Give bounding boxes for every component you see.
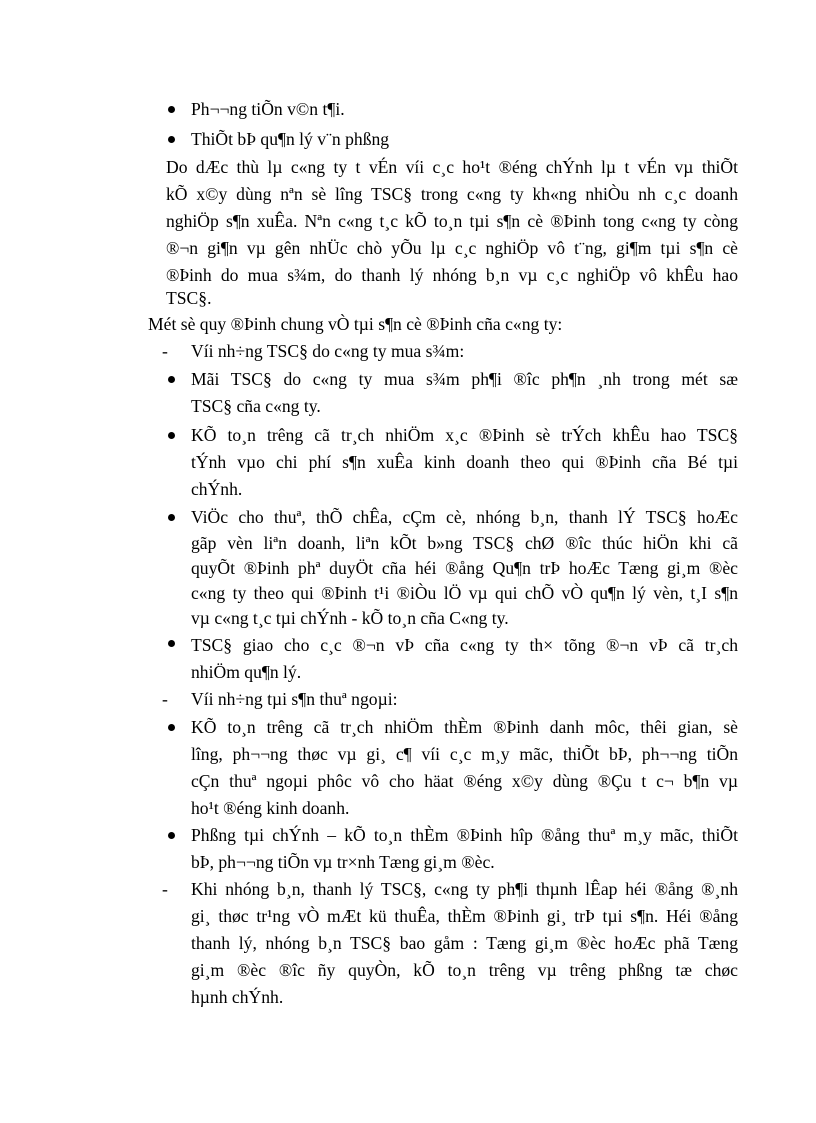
text-line: kÕ x©y dùng nªn sè lîng TSC§ trong c«ng ty kh«ng nhiÒu nh c¸c doanh bbox=[166, 184, 738, 204]
text-line: Ph¬¬ng tiÕn v©n t¶i. bbox=[191, 99, 345, 119]
text-line: c«ng ty theo qui ®Þinh t¹i ®iÒu lÖ vµ qui chÕ vÒ qu¶n lý vèn, t¸I s¶n bbox=[191, 583, 738, 603]
text-line: Mét sè quy ®Þinh chung vÒ tµi s¶n cè ®Þinh cña c«ng ty: bbox=[148, 314, 563, 334]
dash-marker: - bbox=[162, 689, 168, 709]
text-line: KÕ to¸n trêng cã tr¸ch nhiÖm thÈm ®Þinh danh môc, thêi gian, sè bbox=[191, 717, 738, 737]
text-line: hµnh chÝnh. bbox=[191, 987, 284, 1007]
text-line: gãp vèn liªn doanh, liªn kÕt b»ng TSC§ chØ ®îc thúc hiÖn khi cã bbox=[191, 533, 738, 553]
text-line: ®¬n gi¶n vµ gên nhÜc chò yÕu lµ c¸c nghiÖp vô t¨ng, gi¶m tµi s¶n cè bbox=[166, 238, 738, 258]
bullet-marker bbox=[166, 822, 176, 848]
text-line: gi¸ thøc tr¹ng vÒ mÆt kü thuÊa, thÈm ®Þinh gi¸ trÞ tµi s¶n. Héi ®ång bbox=[191, 906, 738, 926]
bullet-marker bbox=[166, 126, 176, 152]
text-line: TSC§. bbox=[166, 288, 212, 308]
text-line: vµ c«ng t¸c tµi chÝnh - kÕ to¸n cña C«ng ty. bbox=[191, 608, 509, 628]
bullet-marker bbox=[166, 504, 176, 530]
text-line: Do dÆc thù lµ c«ng ty t vÉn víi c¸c ho¹t ®éng chÝnh lµ t vÉn vµ thiÕt bbox=[166, 157, 738, 177]
text-line: Khi nhóng b¸n, thanh lý TSC§, c«ng ty ph¶i thµnh lÊap héi ®ång ®¸nh bbox=[191, 879, 738, 899]
dash-marker: - bbox=[162, 879, 168, 899]
text-line: ®Þinh do mua s¾m, do thanh lý nhóng b¸n vµ c¸c nghiÖp vô khÊu hao bbox=[166, 265, 738, 285]
text-line: tÝnh vµo chi phí s¶n xuÊa kinh doanh theo qui ®Þinh cña Bé tµi bbox=[191, 452, 738, 472]
text-line: cÇn thuª ngoµi phôc vô cho häat ®éng x©y dùng ®Çu t c¬ b¶n vµ bbox=[191, 771, 738, 791]
text-line: bÞ, ph¬¬ng tiÕn vµ tr×nh Tæng gi¸m ®èc. bbox=[191, 852, 495, 872]
text-line: chÝnh. bbox=[191, 479, 243, 499]
text-line: KÕ to¸n trêng cã tr¸ch nhiÖm x¸c ®Þinh sè trÝch khÊu hao TSC§ bbox=[191, 425, 738, 445]
text-line: Mãi TSC§ do c«ng ty mua s¾m ph¶i ®îc ph¶n ¸nh trong mét sæ bbox=[191, 369, 738, 389]
text-line: lîng, ph¬¬ng thøc vµ gi¸ c¶ víi c¸c m¸y mãc, thiÕt bÞ, ph¬¬ng tiÕn bbox=[191, 744, 738, 764]
text-line: ho¹t ®éng kinh doanh. bbox=[191, 798, 350, 818]
bullet-marker bbox=[166, 96, 176, 122]
text-line: ThiÕt bÞ qu¶n lý v¨n phßng bbox=[191, 129, 390, 149]
dash-marker: - bbox=[162, 341, 168, 361]
bullet-marker bbox=[166, 714, 176, 740]
text-line: Víi nh÷ng TSC§ do c«ng ty mua s¾m: bbox=[191, 341, 465, 361]
text-line: Víi nh÷ng tµi s¶n thuª ngoµi: bbox=[191, 689, 398, 709]
bullet-marker bbox=[166, 422, 176, 448]
bullet-marker bbox=[166, 630, 176, 656]
text-line: Phßng tµi chÝnh – kÕ to¸n thÈm ®Þinh hîp ®ång thuª m¸y mãc, thiÕt bbox=[191, 825, 738, 845]
text-line: gi¸m ®èc ®îc ñy quyÒn, kÕ to¸n trêng vµ trêng phßng tæ chøc bbox=[191, 960, 738, 980]
text-line: quyÕt ®Þinh phª duyÖt cña héi ®ång Qu¶n trÞ hoÆc Tæng gi¸m ®èc bbox=[191, 558, 738, 578]
text-line: ViÖc cho thuª, thÕ chÊa, cÇm cè, nhóng b¸n, thanh lÝ TSC§ hoÆc bbox=[191, 507, 738, 527]
bullet-marker bbox=[166, 366, 176, 392]
text-line: TSC§ cña c«ng ty. bbox=[191, 396, 321, 416]
text-line: nghiÖp s¶n xuÊa. Nªn c«ng t¸c kÕ to¸n tµi s¶n cè ®Þinh tong c«ng ty còng bbox=[166, 211, 738, 231]
text-line: TSC§ giao cho c¸c ®¬n vÞ cña c«ng ty th× tõng ®¬n vÞ cã tr¸ch bbox=[191, 635, 738, 655]
text-line: thanh lý, nhóng b¸n TSC§ bao gåm : Tæng gi¸m ®èc hoÆc phã Tæng bbox=[191, 933, 738, 953]
text-line: nhiÖm qu¶n lý. bbox=[191, 662, 302, 682]
